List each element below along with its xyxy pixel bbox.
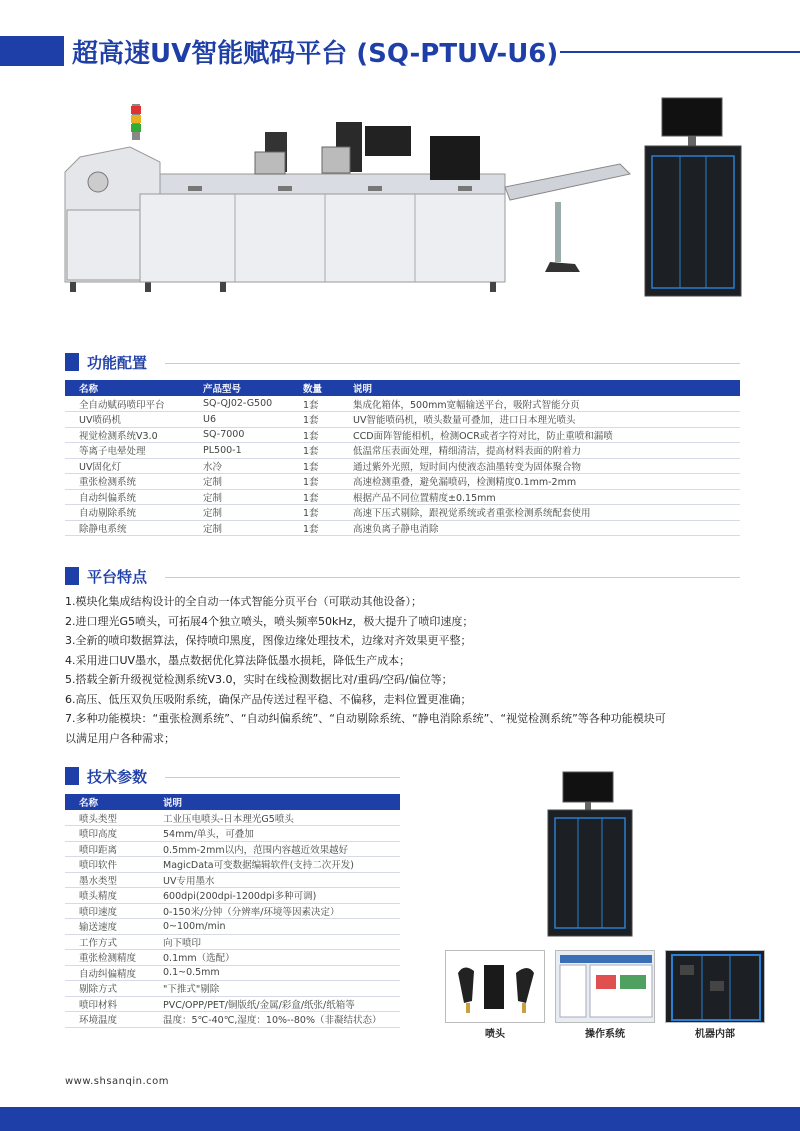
column-header: 名称 [65, 794, 149, 810]
feature-item: 以满足用户各种需求； [65, 731, 175, 745]
table-cell: 喷印距离 [65, 841, 149, 857]
section-marker [65, 767, 79, 785]
table-row [65, 810, 400, 826]
table-row [65, 888, 400, 904]
table-cell: 喷头精度 [65, 888, 149, 904]
table-row [65, 520, 740, 536]
section-rule [165, 363, 740, 364]
table-cell: 1套 [289, 474, 339, 490]
table-row [65, 996, 400, 1012]
table-cell: PVC/OPP/PET/铜版纸/金属/彩盒/纸张/纸箱等 [149, 996, 400, 1012]
table-cell: 视觉检测系统V3.0 [65, 427, 189, 443]
table-cell: 集成化箱体，500mm宽幅输送平台，吸附式智能分页 [339, 396, 740, 412]
table-row [65, 427, 740, 443]
table-cell: 0.1mm（选配） [149, 950, 400, 966]
table-cell: CCD面阵智能相机，检测OCR或者字符对比，防止重喷和漏喷 [339, 427, 740, 443]
table-cell: 54mm/单头，可叠加 [149, 826, 400, 842]
table-row [65, 505, 740, 521]
table-cell: 高速下压式剔除，跟视觉系统或者重张检测系统配套使用 [339, 505, 740, 521]
machine-interior-photo [665, 950, 765, 1023]
software-screenshot-photo [555, 950, 655, 1023]
table-row [65, 474, 740, 490]
table-cell: 喷印软件 [65, 857, 149, 873]
table-cell: PL500-1 [189, 443, 289, 459]
table-cell: 高速检测重叠，避免漏喷码，检测精度0.1mm-2mm [339, 474, 740, 490]
table-cell: 水冷 [189, 458, 289, 474]
table-cell: 1套 [289, 443, 339, 459]
photo-caption: 喷头 [485, 1029, 505, 1040]
table-cell: 重张检测系统 [65, 474, 189, 490]
table-cell: 600dpi(200dpi-1200dpi多种可调) [149, 888, 400, 904]
section-rule [165, 777, 400, 778]
table-cell: 1套 [289, 458, 339, 474]
feature-item: 6.高压、低压双负压吸附系统，确保产品传送过程平稳、不偏移，走料位置更准确； [65, 692, 472, 706]
table-cell: 低温常压表面处理，精细清洁，提高材料表面的附着力 [339, 443, 740, 459]
table-cell: UV专用墨水 [149, 872, 400, 888]
column-header: 产品型号 [189, 380, 289, 396]
footer-bar [0, 1107, 800, 1131]
column-header: 说明 [149, 794, 400, 810]
table-cell: 输送速度 [65, 919, 149, 935]
table-cell: 重张检测精度 [65, 950, 149, 966]
table-cell: 环境温度 [65, 1012, 149, 1028]
table-cell: 1套 [289, 520, 339, 536]
section-marker [65, 567, 79, 585]
table-cell: 剔除方式 [65, 981, 149, 997]
table-cell: 根据产品不同位置精度±0.15mm [339, 489, 740, 505]
table-cell: 向下喷印 [149, 934, 400, 950]
table-cell: 0-150米/分钟（分辨率/环境等因素决定） [149, 903, 400, 919]
feature-item: 1.模块化集成结构设计的全自动一体式智能分页平台（可联动其他设备）； [65, 595, 422, 608]
control-cabinet-image [545, 770, 635, 940]
page-title: 超高速UV智能赋码平台 (SQ-PTUV-U6) [72, 39, 559, 69]
table-row [65, 826, 400, 842]
table-row [65, 934, 400, 950]
table-cell: 定制 [189, 474, 289, 490]
photo-caption: 机器内部 [695, 1029, 735, 1040]
table-cell: "下推式"剔除 [149, 981, 400, 997]
table-row [65, 965, 400, 981]
table-cell: 除静电系统 [65, 520, 189, 536]
table-cell: 0.5mm-2mm以内，范围内容越近效果越好 [149, 841, 400, 857]
table-row [65, 443, 740, 459]
table-row [65, 981, 400, 997]
table-cell: SQ-QJ02-G500 [189, 396, 289, 412]
table-row [65, 489, 740, 505]
table-cell: 喷印高度 [65, 826, 149, 842]
table-cell: 通过紫外光照，短时间内使液态油墨转变为固体聚合物 [339, 458, 740, 474]
website-url: www.shsanqin.com [65, 1076, 170, 1087]
table-row [65, 458, 740, 474]
table-row [65, 857, 400, 873]
section-heading-config [65, 351, 147, 373]
section-title: 平台特点 [87, 567, 148, 586]
column-header: 数量 [289, 380, 339, 396]
table-row [65, 396, 740, 412]
table-cell: UV喷码机 [65, 412, 189, 428]
table-row [65, 919, 400, 935]
table-cell: 自动剔除系统 [65, 505, 189, 521]
table-header-row [65, 380, 740, 396]
table-cell: 0.1~0.5mm [149, 965, 400, 981]
table-cell: 喷印速度 [65, 903, 149, 919]
feature-item: 3.全新的喷印数据算法，保持喷印黑度，图像边缘处理技术，边缘对齐效果更平整； [65, 634, 472, 647]
print-head-photo [445, 950, 545, 1023]
table-cell: 1套 [289, 505, 339, 521]
section-rule [165, 577, 740, 578]
feature-item: 4.采用进口UV墨水，墨点数据优化算法降低墨水损耗，降低生产成本； [65, 653, 411, 667]
table-cell: 等离子电晕处理 [65, 443, 189, 459]
table-cell: 定制 [189, 505, 289, 521]
table-cell: UV固化灯 [65, 458, 189, 474]
table-cell: 工作方式 [65, 934, 149, 950]
spec-table [65, 794, 400, 1028]
table-cell: U6 [189, 412, 289, 428]
section-title: 技术参数 [87, 767, 148, 786]
table-cell: 1套 [289, 489, 339, 505]
table-row [65, 903, 400, 919]
table-row [65, 841, 400, 857]
table-cell: SQ-7000 [189, 427, 289, 443]
photo-strip [445, 950, 770, 1025]
column-header: 名称 [65, 380, 189, 396]
section-heading-features [65, 565, 147, 587]
section-heading-specs [65, 765, 147, 787]
table-cell: 喷印材料 [65, 996, 149, 1012]
section-marker [65, 353, 79, 371]
feature-item: 7.多种功能模块：“重张检测系统”、“自动纠偏系统”、“自动剔除系统、“静电消除系统”、“视觉检测系统”等各种功能模块可 [65, 712, 666, 725]
section-title: 功能配置 [87, 353, 148, 372]
table-cell: UV智能喷码机，喷头数量可叠加，进口日本理光喷头 [339, 412, 740, 428]
feature-item: 2.进口理光G5喷头，可拓展4个独立喷头，喷头频率50kHz，极大提升了喷印速度； [65, 614, 474, 628]
table-cell: 定制 [189, 489, 289, 505]
table-cell: 自动纠偏精度 [65, 965, 149, 981]
photo-caption: 操作系统 [585, 1029, 625, 1040]
table-row [65, 872, 400, 888]
config-table [65, 380, 740, 536]
table-cell: 工业压电喷头-日本理光G5喷头 [149, 810, 400, 826]
table-cell: 全自动赋码喷印平台 [65, 396, 189, 412]
table-row [65, 1012, 400, 1028]
feature-list [65, 592, 745, 748]
table-cell: 1套 [289, 427, 339, 443]
table-cell: 定制 [189, 520, 289, 536]
table-cell: 温度：5℃-40℃,湿度：10%--80%（非凝结状态） [149, 1012, 400, 1028]
table-cell: 1套 [289, 412, 339, 428]
table-cell: MagicData可变数据编辑软件(支持二次开发) [149, 857, 400, 873]
table-cell: 自动纠偏系统 [65, 489, 189, 505]
table-row [65, 950, 400, 966]
table-cell: 0~100m/min [149, 919, 400, 935]
header-accent-bar [0, 36, 64, 66]
table-cell: 喷头类型 [65, 810, 149, 826]
table-cell: 高速负离子静电消除 [339, 520, 740, 536]
header-rule [560, 51, 800, 53]
table-row [65, 412, 740, 428]
column-header: 说明 [339, 380, 740, 396]
table-header-row [65, 794, 400, 810]
table-cell: 墨水类型 [65, 872, 149, 888]
table-cell: 1套 [289, 396, 339, 412]
machine-illustration [40, 92, 760, 342]
feature-item: 5.搭载全新升级视觉检测系统V3.0，实时在线检测数据比对/重码/空码/偏位等； [65, 673, 453, 686]
